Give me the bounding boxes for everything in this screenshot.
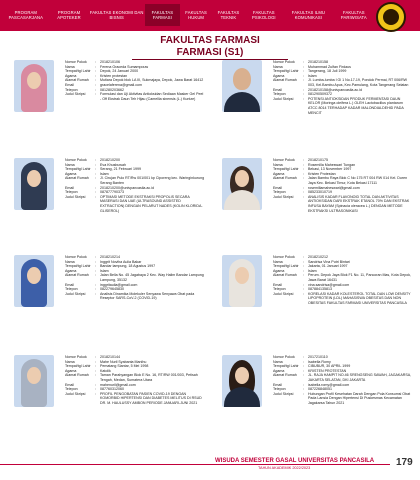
tab-fakultas-psikologi[interactable]: FAKULTAS PSIKOLOGI	[251, 10, 276, 20]
field-label: Telepon	[65, 387, 78, 392]
field-label: Nomor Pokok	[273, 60, 295, 64]
field-label: Alamat Rumah	[65, 373, 89, 378]
tab-fakultas-pariwisata[interactable]: FAKULTAS PARIWISATA	[340, 10, 367, 20]
agama-value: Katolik	[100, 368, 111, 373]
field-label: Tempat/tgl Lahir	[273, 364, 299, 369]
telepon-value: 087226848051	[308, 387, 332, 392]
field-label: Nama	[65, 259, 75, 264]
footer-rule	[0, 464, 390, 465]
graduate-photo	[222, 60, 262, 112]
nomor-pokok-value: 2017210110	[308, 355, 328, 359]
telepon-value: 081280203662	[100, 87, 124, 92]
field-label: Tempat/tgl Lahir	[273, 167, 299, 172]
field-label: Judul Skripsi	[65, 194, 86, 199]
field-label: Nama	[273, 259, 283, 264]
judul-skripsi-value: OPTIMASI METODE EKSTRAKSI PROPOLIS SECARA MASERASI DAN UAE (ULTRASOUND ASSISTED EXTRACTION) DENGAN PELARUT NADES (KOLIN KLORIDA-GLISEROL)	[100, 194, 203, 213]
alamat-value: JL. RAJA HAMPIT NO.46 SRENGSENG SAWAH, JAGAKARSA, JAKARTA SELATAN, DKI JAKARTA	[308, 373, 412, 382]
graduate-info: Nomor Pokok : 2018210158 Nama : Muhammad Zulfan Firdaus Tempat/tgl Lahir : Tangerang, 18 Juli 1999 Agama : Islam Alamat Rumah : Jl. Lumba-lumba I Gl 1 No.17-19, Pondok Permai, RT 006/RW 003, Kel.Bambu Apus, Kec.Pamulang, Kota Tangerang Selatan Email : 2018210158@univpancasila.ac.id Telepon : 081290509372 Judul Skripsi : POTENSI ANTIOKSIDAN PRODUK FERMENTASI DAUN KELOR (Moringa oleifera L.) OLEH Lactobacillus plantarum ATCC 8014 TERHADAP KADAR MALONDIALDEHID PADA MENCIT	[273, 60, 413, 115]
page-number: 179	[396, 457, 413, 468]
tab-program-pascasarjana[interactable]: PROGRAM PASCASARJANA	[8, 10, 43, 20]
field-label: Agama	[273, 268, 285, 273]
faculty-title: FAKULTAS FARMASI	[160, 35, 260, 46]
birth-value: Bandar lampung, 18 Agustus 1997	[100, 264, 156, 269]
judul-skripsi-value: ANALISIS KADAR FLAVONOID TOTAL DAN AKTIVITAS ANTIOKSIDAN DARI EKSTRAK ETANOL 70% DAN EKSTRAK INFUSA BAYAM (Spinacia oleracea L.) DENGAN METODE EKSTRAKSI ULTRASONIKASI	[308, 194, 410, 213]
field-label: Telepon	[65, 287, 78, 292]
alamat-value: Mutiara Depok blok LA III, Sukmajaya, Depok, Jawa Barat 16412	[100, 78, 204, 83]
agama-value: KRISTEN PROTESTAN	[308, 368, 347, 373]
email-value: rosemillamaheswari@gmail.com	[308, 185, 360, 190]
nomor-pokok-value: 2018210175	[308, 158, 328, 162]
field-label: Alamat Rumah	[273, 78, 297, 83]
telepon-value: 081290509372	[308, 92, 332, 97]
birth-value: CIBUBUR, 30 APRIL 1999	[308, 364, 351, 369]
field-label: Judul Skripsi	[273, 391, 294, 396]
nomor-pokok-value: 2018210106	[100, 60, 120, 64]
field-label: Telepon	[65, 190, 78, 195]
field-label: Agama	[273, 73, 285, 78]
graduate-info: Nomor Pokok : 2018210214 Nama : Inggrit Noviha Aulia Bakar Tempat/tgl Lahir : Bandar lampung, 18 Agustus 1997 Agama : Islam Alamat Rumah : Jalan Bella No. 45 Jagabaya 2 Kec. Way Halim Bandar Lampung Lampung, 35132 Email : inggritaulia@gmail.com Telepon : 082279645830 Judul Skripsi : Analisis Dinamika Molekuler Senyawa Senyawa Obat pada Reseptor SARS-CoV-2 (COVID-19)	[65, 255, 204, 301]
graduate-info: Nomor Pokok : 2018210175 Nama : Rosemilla Maheswari Tungan Tempat/tgl Lahir : Bekasi, 13 November 1997 Agama : Kristen Protestan Alamat Rumah : Jalan Bambu Raya Blok C No 175 RT 004 RW 014 Kel. Duren Jaya Kec. Bekasi Timur, Kota Bekasi 17111 Email : rosemillamaheswari@gmail.com Telepon : 085233010719 Judul Skripsi : ANALISIS KADAR FLAVONOID TOTAL DAN AKTIVITAS ANTIOKSIDAN DARI EKSTRAK ETANOL 70% DAN EKSTRAK INFUSA BAYAM (Spinacia oleracea L.) DENGAN METODE EKSTRAKSI ULTRASONIKASI	[273, 158, 413, 213]
judul-skripsi-value: POTENSI ANTIOKSIDAN PRODUK FERMENTASI DAUN KELOR (Moringa oleifera L.) OLEH Lactobacillus plantarum ATCC 8014 TERHADAP KADAR MALONDIALDEHID PADA MENCIT	[308, 96, 404, 115]
judul-skripsi-value: Analisis Dinamika Molekuler Senyawa Senyawa Obat pada Reseptor SARS-CoV-2 (COVID-19)	[100, 291, 195, 301]
field-label: Agama	[65, 368, 77, 373]
nama-value: Inggrit Noviha Aulia Bakar	[100, 259, 142, 264]
field-label: Alamat Rumah	[65, 273, 89, 278]
graduate-info: Nomor Pokok : 2017210110 Nama : Isabella Romy Tempat/tgl Lahir : CIBUBUR, 30 APRIL 1999 Agama : KRISTEN PROTESTAN Alamat Rumah : JL. RAJA HAMPIT NO.46 SRENGSENG SAWAH, JAGAKARSA, JAKARTA SELATAN, DKI JAKARTA Email : isabella.romy@gmail.com Telepon : 087226848051 Judul Skripsi : Hubungan Profil Kesehatan Darah Dengan Pola Konsumsi Obat Pada Lansia Dengan Hipertensi Di Puskesmas Kecamatan Jagakarsa Tahun 2021	[273, 355, 412, 405]
field-label: Tempat/tgl Lahir	[65, 69, 91, 74]
email-value: inggritaulia@gmail.com	[100, 282, 138, 287]
field-label: Agama	[65, 171, 77, 176]
field-label: Telepon	[273, 287, 286, 292]
field-label: Nama	[273, 64, 283, 69]
graduate-photo	[14, 255, 54, 307]
field-label: Nomor Pokok	[65, 158, 87, 162]
field-label: Nomor Pokok	[65, 60, 87, 64]
judul-skripsi-value: Formulasi dan Uji Aktivitas Antioksidan Sediaan Masker Gel Peel - Off Ekstrak Daun Teh Hijau (Camellia sinensis (L.) Kuntze)	[100, 92, 204, 101]
nama-value: Ferena Graceda Sumampouw	[100, 64, 149, 69]
field-label: Tempat/tgl Lahir	[273, 69, 299, 74]
nomor-pokok-value: 2018210214	[100, 255, 120, 259]
field-label: Nama	[65, 64, 75, 69]
alamat-value: Taman Parahyangan Blok E No. 16, RT/RW 001/003, Petisah Tengah, Medan, Sumatera Utara	[100, 373, 198, 382]
agama-value: Islam	[100, 171, 109, 176]
field-label: Email	[273, 382, 282, 387]
birth-value: Depok, 24 Januari 2000	[100, 69, 139, 74]
tab-fakultas-komunikasi[interactable]: FAKULTAS ILMU KOMUNIKASI	[291, 10, 326, 20]
field-label: Email	[65, 282, 74, 287]
agama-value: Islam	[308, 268, 317, 273]
alamat-value: Perum. Depok Jaya Blok F1 No. 11, Pancoran Mas, Kota Depok, Jawa Barat 16431	[308, 273, 412, 282]
field-label: Agama	[273, 368, 285, 373]
field-label: Email	[273, 282, 282, 287]
birth-value: Pematang Siantar, 5 Mei 1998	[100, 364, 149, 369]
field-label: Judul Skripsi	[273, 194, 294, 199]
field-label: Judul Skripsi	[65, 291, 86, 296]
field-label: Tempat/tgl Lahir	[65, 364, 91, 369]
field-label: Agama	[65, 73, 77, 78]
field-label: Telepon	[273, 92, 286, 97]
field-label: Email	[65, 382, 74, 387]
field-label: Nama	[65, 359, 75, 364]
field-label: Nomor Pokok	[273, 158, 295, 162]
field-label: Alamat Rumah	[65, 176, 89, 181]
birth-value: Tangerang, 18 Juli 1999	[308, 69, 347, 74]
field-label: Email	[65, 185, 74, 190]
email-value: 2018210200@univpancasila.ac.id	[100, 185, 155, 190]
nomor-pokok-value: 2018210200	[100, 158, 120, 162]
birth-value: Jakarta, 01 Januari 1997	[308, 264, 348, 269]
graduate-photo	[14, 355, 54, 407]
university-logo	[376, 2, 406, 32]
field-label: Nomor Pokok	[65, 255, 87, 259]
field-label: Nama	[273, 359, 283, 364]
agama-value: Kristen Protestan	[308, 171, 336, 176]
email-value: vina.sandrisa@gmail.com	[308, 282, 350, 287]
field-label: Tempat/tgl Lahir	[273, 264, 299, 269]
nomor-pokok-value: 2018210158	[308, 60, 328, 64]
nomor-pokok-value: 2018210144	[100, 355, 120, 359]
alamat-value: Jl. Cirujan Pulo RT/Rw 001/001 kp Ciporeng kec. Waringinkurung Serang Banten	[100, 176, 205, 185]
email-value: 2018210158@univpancasila.ac.id	[308, 87, 363, 92]
nama-value: Muhammad Zulfan Firdaus	[308, 64, 351, 69]
nomor-pokok-value: 2018210212	[308, 255, 328, 259]
field-label: Agama	[65, 268, 77, 273]
graduate-photo	[222, 158, 262, 210]
faculty-nav-bar	[0, 0, 420, 31]
field-label: Tempat/tgl Lahir	[65, 264, 91, 269]
telepon-value: 082279645830	[100, 287, 124, 292]
telepon-value: 085233010719	[308, 190, 332, 195]
nama-value: Rosemilla Maheswari Tungan	[308, 162, 356, 167]
alamat-value: Jalan Bella No. 45 Jagabaya 2 Kec. Way Halim Bandar Lampung Lampung, 35132	[100, 273, 204, 282]
field-label: Judul Skripsi	[273, 291, 294, 296]
nama-value: Mahe Nuril Syabanta Manihu	[100, 359, 147, 364]
tab-fakultas-ekonomi[interactable]: FAKULTAS EKONOMI DAN BISNIS	[89, 10, 144, 20]
program-title: FARMASI (S1)	[176, 47, 244, 58]
field-label: Agama	[273, 171, 285, 176]
field-label: Alamat Rumah	[65, 78, 89, 83]
page-footer	[0, 458, 420, 480]
telepon-value: 087884135813	[308, 287, 332, 292]
telepon-value: 087877790373	[100, 190, 124, 195]
agama-value: Islam	[100, 268, 109, 273]
field-label: Alamat Rumah	[273, 176, 297, 181]
nama-value: Sandrisa Vina Putri Bintari	[308, 259, 350, 264]
birth-value: Serang, 21 Februari 1999	[100, 167, 141, 172]
email-value: isabella.romy@gmail.com	[308, 382, 350, 387]
field-label: Telepon	[273, 190, 286, 195]
field-label: Email	[273, 87, 282, 92]
alamat-value: Jl. Lumba-lumba I Gl 1 No.17-19, Pondok Permai, RT 006/RW 003, Kel.Bambu Apus, Kec.Pamulang, Kota Tangerang Selatan	[308, 78, 409, 87]
field-label: Alamat Rumah	[273, 273, 297, 278]
faculty-tabs	[2, 4, 374, 26]
graduate-photo	[14, 60, 54, 112]
tab-fakultas-hukum[interactable]: FAKULTAS HUKUM	[185, 10, 207, 20]
field-label: Telepon	[273, 387, 286, 392]
field-label: Telepon	[65, 87, 78, 92]
field-label: Alamat Rumah	[273, 373, 297, 378]
field-label: Judul Skripsi	[65, 391, 86, 396]
graduate-photo	[222, 255, 262, 307]
field-label: Nama	[273, 162, 283, 167]
graduate-info: Nomor Pokok : 2018210106 Nama : Ferena Graceda Sumampouw Tempat/tgl Lahir : Depok, 24 Januari 2000 Agama : Kristen protestan Alamat Rumah : Mutiara Depok blok LA III, Sukmajaya, Depok, Jawa Barat 16412 Email : gracelaferena@gmail.com Telepon : 081280203662 Judul Skripsi : Formulasi dan Uji Aktivitas Antioksidan Sediaan Masker Gel Peel - Off Ekstrak Daun Teh Hijau (Camellia sinensis (L.) Kuntze)	[65, 60, 204, 101]
judul-skripsi-value: Hubungan Profil Kesehatan Darah Dengan Pola Konsumsi Obat Pada Lansia Dengan Hipertensi Di Puskesmas Kecamatan Jagakarsa Tahun 2021	[308, 391, 411, 405]
field-label: Nomor Pokok	[273, 255, 295, 259]
tab-fakultas-farmasi[interactable]: FAKULTAS FARMASI	[145, 4, 180, 26]
judul-skripsi-value: KORELASI KADAR KOLESTEROL TOTAL DAN LOW DENSITY LIPOPROTEIN (LDL) MAHASISWA OBESITAS DAN NON OBESITAS FAKULTAS FARMASI UNIVERSITAS PANCASILA	[308, 291, 411, 305]
email-value: mahenuril@gmail.com	[100, 382, 136, 387]
footer-title: WISUDA SEMESTER GASAL UNIVERSITAS PANCASILA	[215, 458, 375, 464]
graduate-info: Nomor Pokok : 2018210212 Nama : Sandrisa Vina Putri Bintari Tempat/tgl Lahir : Jakarta, 01 Januari 1997 Agama : Islam Alamat Rumah : Perum. Depok Jaya Blok F1 No. 11, Pancoran Mas, Kota Depok, Jawa Barat 16431 Email : vina.sandrisa@gmail.com Telepon : 087884135813 Judul Skripsi : KORELASI KADAR KOLESTEROL TOTAL DAN LOW DENSITY LIPOPROTEIN (LDL) MAHASISWA OBESITAS DAN NON OBESITAS FAKULTAS FARMASI UNIVERSITAS PANCASILA	[273, 255, 412, 305]
agama-value: Kristen protestan	[100, 73, 128, 78]
field-label: Judul Skripsi	[65, 92, 86, 97]
field-label: Nama	[65, 162, 75, 167]
field-label: Judul Skripsi	[273, 96, 294, 101]
judul-skripsi-value: PROFIL PENGOBATAN PASIEN COVID-19 DENGAN KOMORBID HIPERTENSI DAN DIABETES MELITUS DI RSUD DR. M. HAULUSSY AMBON PERIODE JANUARI-JUNI 2021	[100, 391, 202, 405]
field-label: Nomor Pokok	[65, 355, 87, 359]
alamat-value: Jalan Bambu Raya Blok C No 175 RT 004 RW 014 Kel. Duren Jaya Kec. Bekasi Timur, Kota Bekasi 17111	[308, 176, 408, 185]
field-label: Email	[273, 185, 282, 190]
graduate-info: Nomor Pokok : 2018210200 Nama : Eva Khusbuwah Tempat/tgl Lahir : Serang, 21 Februari 1999 Agama : Islam Alamat Rumah : Jl. Cirujan Pulo RT/Rw 001/001 kp Ciporeng kec. Waringinkurung Serang Banten Email : 2018210200@univpancasila.ac.id Telepon : 087877790373 Judul Skripsi : OPTIMASI METODE EKSTRAKSI PROPOLIS SECARA MASERASI DAN UAE (ULTRASOUND ASSISTED EXTRACTION) DENGAN PELARUT NADES (KOLIN KLORIDA-GLISEROL)	[65, 158, 205, 213]
nama-value: Isabella Romy	[308, 359, 331, 364]
graduate-photo	[14, 158, 54, 210]
agama-value: Islam	[308, 73, 317, 78]
telepon-value: 087760312060	[100, 387, 124, 392]
graduate-info: Nomor Pokok : 2018210144 Nama : Mahe Nuril Syabanta Manihu Tempat/tgl Lahir : Pematang Siantar, 5 Mei 1998 Agama : Katolik Alamat Rumah : Taman Parahyangan Blok E No. 16, RT/RW 001/003, Petisah Tengah, Medan, Sumatera Utara Email : mahenuril@gmail.com Telepon : 087760312060 Judul Skripsi : PROFIL PENGOBATAN PASIEN COVID-19 DENGAN KOMORBID HIPERTENSI DAN DIABETES MELITUS DI RSUD DR. M. HAULUSSY AMBON PERIODE JANUARI-JUNI 2021	[65, 355, 205, 406]
graduate-photo	[222, 355, 262, 407]
nama-value: Eva Khusbuwah	[100, 162, 126, 167]
tab-fakultas-teknik[interactable]: FAKULTAS TEKNIK	[217, 10, 240, 20]
field-label: Email	[65, 82, 74, 87]
field-label: Tempat/tgl Lahir	[65, 167, 91, 172]
field-label: Nomor Pokok	[273, 355, 295, 359]
tab-program-apoteker[interactable]: PROGRAM APOTEKER	[57, 10, 81, 20]
birth-value: Bekasi, 13 November 1997	[308, 167, 352, 172]
email-value: gracelaferena@gmail.com	[100, 82, 143, 87]
footer-subtitle: TAHUN AKADEMIK 2022/2023	[258, 466, 311, 470]
